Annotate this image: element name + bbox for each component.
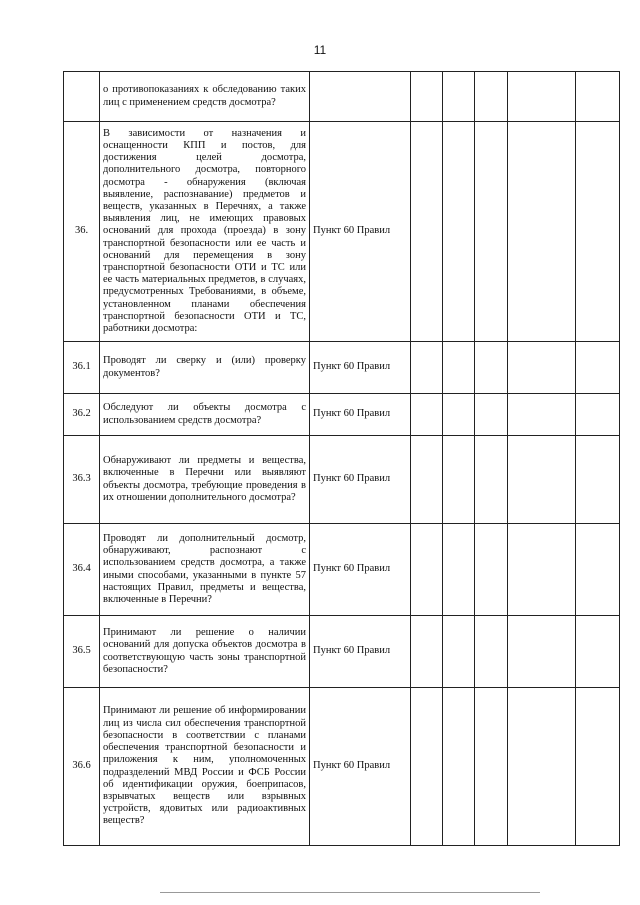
answer-na-cell [475, 436, 508, 524]
answer-no-cell [443, 122, 475, 342]
table-row [64, 524, 620, 616]
table-row [64, 72, 620, 122]
answer-yes-cell [411, 342, 443, 394]
comment-cell [508, 122, 576, 342]
item-number: 36.2 [64, 394, 100, 436]
answer-no-cell [443, 394, 475, 436]
legal-reference [310, 72, 411, 122]
table-row [64, 436, 620, 524]
question-text: Обследуют ли объекты досмотра с использованием средств досмотра? [100, 394, 310, 436]
comment-cell [508, 616, 576, 688]
extra-cell [576, 616, 620, 688]
answer-no-cell [443, 616, 475, 688]
comment-cell [508, 342, 576, 394]
extra-cell [576, 122, 620, 342]
question-text: Принимают ли решение о наличии оснований для допуска объектов досмотра в соответствующую часть зоны транспортной безопасности? [100, 616, 310, 688]
page-number: 11 [313, 43, 327, 57]
question-text: Проводят ли дополнительный досмотр, обнаруживают, распознают с использованием средств досмотра, а также иными способами, указанными в пункте 57 настоящих Правил, предметы и вещества, включенные в Перечни? [100, 524, 310, 616]
item-number: 36.3 [64, 436, 100, 524]
question-text: Обнаруживают ли предметы и вещества, включенные в Перечни или выявляют объекты досмотра, требующие проведения в их отношении дополнительного досмотра? [100, 436, 310, 524]
comment-cell [508, 688, 576, 846]
legal-reference: Пункт 60 Правил [310, 342, 411, 394]
extra-cell [576, 436, 620, 524]
question-text: Проводят ли сверку и (или) проверку документов? [100, 342, 310, 394]
answer-yes-cell [411, 72, 443, 122]
legal-reference: Пункт 60 Правил [310, 122, 411, 342]
answer-na-cell [475, 616, 508, 688]
item-number [64, 72, 100, 122]
extra-cell [576, 524, 620, 616]
answer-yes-cell [411, 524, 443, 616]
answer-na-cell [475, 342, 508, 394]
legal-reference: Пункт 60 Правил [310, 524, 411, 616]
question-text: Принимают ли решение об информировании лиц из числа сил обеспечения транспортной безопасности в соответствии с планами обеспечения транспортной безопасности и приложения к ним, уполномоченных подразделений МВД России и ФСБ России об идентификации оружия, боеприпасов, взрывчатых веществ или взрывных устройств, ядовитых или радиоактивных веществ? [100, 688, 310, 846]
answer-na-cell [475, 394, 508, 436]
answer-no-cell [443, 436, 475, 524]
comment-cell [508, 72, 576, 122]
answer-na-cell [475, 122, 508, 342]
item-number: 36.4 [64, 524, 100, 616]
extra-cell [576, 72, 620, 122]
table-row [64, 122, 620, 342]
extra-cell [576, 688, 620, 846]
question-text: В зависимости от назначения и оснащенности КПП и постов, для достижения целей досмотра, дополнительного досмотра, повторного досмотра - обнаружения (включая выявление, распознавание) предметов и веществ, указанных в Перечнях, а также выявления лиц, не имеющих правовых оснований для прохода (проезда) в зону транспортной безопасности или ее часть и оснований для перемещения в зону транспортной безопасности ОТИ и ТС или ее часть материальных предметов, в случаях, предусмотренных Требованиями, в объеме, установленном планами обеспечения транспортной безопасности ОТИ и ТС, работники досмотра: [100, 122, 310, 342]
page-bottom-rule [160, 892, 540, 893]
answer-yes-cell [411, 616, 443, 688]
item-number: 36.5 [64, 616, 100, 688]
answer-no-cell [443, 524, 475, 616]
table-row [64, 342, 620, 394]
extra-cell [576, 394, 620, 436]
answer-no-cell [443, 342, 475, 394]
answer-no-cell [443, 688, 475, 846]
question-text: о противопоказаниях к обследованию таких лиц с применением средств досмотра? [100, 72, 310, 122]
answer-na-cell [475, 688, 508, 846]
table-row [64, 394, 620, 436]
comment-cell [508, 436, 576, 524]
comment-cell [508, 394, 576, 436]
comment-cell [508, 524, 576, 616]
answer-no-cell [443, 72, 475, 122]
answer-yes-cell [411, 688, 443, 846]
item-number: 36. [64, 122, 100, 342]
item-number: 36.1 [64, 342, 100, 394]
item-number: 36.6 [64, 688, 100, 846]
checklist-table [63, 71, 620, 846]
answer-na-cell [475, 72, 508, 122]
table-row [64, 616, 620, 688]
answer-yes-cell [411, 394, 443, 436]
extra-cell [576, 342, 620, 394]
answer-yes-cell [411, 436, 443, 524]
answer-na-cell [475, 524, 508, 616]
table-row [64, 688, 620, 846]
legal-reference: Пункт 60 Правил [310, 616, 411, 688]
answer-yes-cell [411, 122, 443, 342]
legal-reference: Пункт 60 Правил [310, 688, 411, 846]
legal-reference: Пункт 60 Правил [310, 394, 411, 436]
legal-reference: Пункт 60 Правил [310, 436, 411, 524]
